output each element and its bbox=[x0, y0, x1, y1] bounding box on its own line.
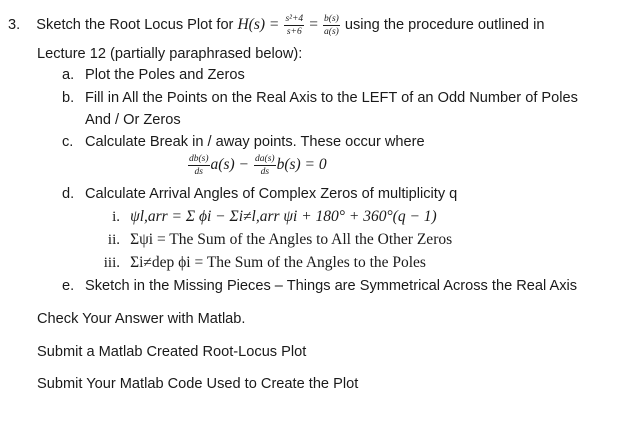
db-ds-denominator: ds bbox=[194, 166, 203, 177]
sub-iii-marker: iii. bbox=[103, 255, 120, 271]
ratio-denominator: a(s) bbox=[324, 26, 339, 37]
step-c bbox=[62, 133, 425, 151]
da-ds-numerator: da(s) bbox=[255, 153, 275, 164]
step-e-marker: e. bbox=[62, 278, 75, 294]
step-b-marker: b. bbox=[62, 90, 75, 106]
sub-ii-marker: ii. bbox=[107, 232, 120, 248]
step-d-marker: d. bbox=[62, 186, 75, 202]
problem-line-2: Lecture 12 (partially paraphrased below): bbox=[37, 46, 303, 62]
step-a bbox=[62, 66, 245, 84]
problem-tail-text: using the procedure outlined in bbox=[344, 17, 545, 33]
check-answer-text: Check Your Answer with Matlab. bbox=[37, 311, 246, 327]
step-c-text: Calculate Break in / away points. These occur where bbox=[85, 134, 425, 150]
arrival-angle-formula: ψl,arr = Σ ϕi − Σi≠l,arr ψi + 180° + 360°(q − 1) bbox=[130, 208, 437, 225]
step-b bbox=[62, 89, 578, 107]
equals-sign: = bbox=[309, 16, 318, 33]
transfer-function-label: H(s) = bbox=[237, 16, 280, 33]
step-d-sub-iii bbox=[80, 254, 426, 272]
break-point-equation bbox=[187, 152, 327, 178]
step-b-text: Fill in All the Points on the Real Axis to the LEFT of an Odd Number of Poles bbox=[85, 90, 578, 106]
problem-line-1 bbox=[8, 12, 544, 38]
equation-part-1: a(s) − bbox=[210, 156, 249, 173]
step-c-marker: c. bbox=[62, 134, 74, 150]
step-b-continuation: And / Or Zeros bbox=[85, 112, 181, 128]
equation-part-2: b(s) = 0 bbox=[276, 156, 327, 173]
step-d-text: Calculate Arrival Angles of Complex Zeros of multiplicity q bbox=[85, 186, 458, 202]
step-a-marker: a. bbox=[62, 67, 75, 83]
transfer-function-numerator: s²+4 bbox=[285, 13, 304, 24]
da-ds-denominator: ds bbox=[260, 166, 270, 177]
step-d bbox=[62, 185, 457, 203]
ratio-fraction bbox=[323, 14, 340, 37]
transfer-function-fraction bbox=[284, 14, 304, 37]
step-e-text: Sketch in the Missing Pieces – Things are Symmetrical Across the Real Axis bbox=[85, 278, 578, 294]
problem-number: 3. bbox=[8, 17, 21, 33]
pole-angle-sum-text: Σi≠dep ϕi = The Sum of the Angles to the Poles bbox=[130, 254, 426, 271]
step-d-sub-i bbox=[80, 208, 437, 226]
problem-lead-text: Sketch the Root Locus Plot for bbox=[36, 17, 234, 33]
transfer-function-denominator: s+6 bbox=[286, 26, 302, 37]
submit-plot-text: Submit a Matlab Created Root-Locus Plot bbox=[37, 344, 307, 360]
step-e bbox=[62, 277, 577, 295]
ratio-numerator: b(s) bbox=[324, 13, 339, 24]
step-d-sub-ii bbox=[80, 231, 452, 249]
zero-angle-sum-text: Σψi = The Sum of the Angles to All the Other Zeros bbox=[130, 231, 453, 248]
submit-code-text: Submit Your Matlab Code Used to Create the Plot bbox=[37, 376, 359, 392]
da-ds-fraction bbox=[254, 154, 276, 177]
db-ds-numerator: db(s) bbox=[189, 153, 209, 164]
sub-i-marker: i. bbox=[112, 209, 120, 225]
db-ds-fraction bbox=[188, 154, 210, 177]
step-a-text: Plot the Poles and Zeros bbox=[85, 67, 245, 83]
